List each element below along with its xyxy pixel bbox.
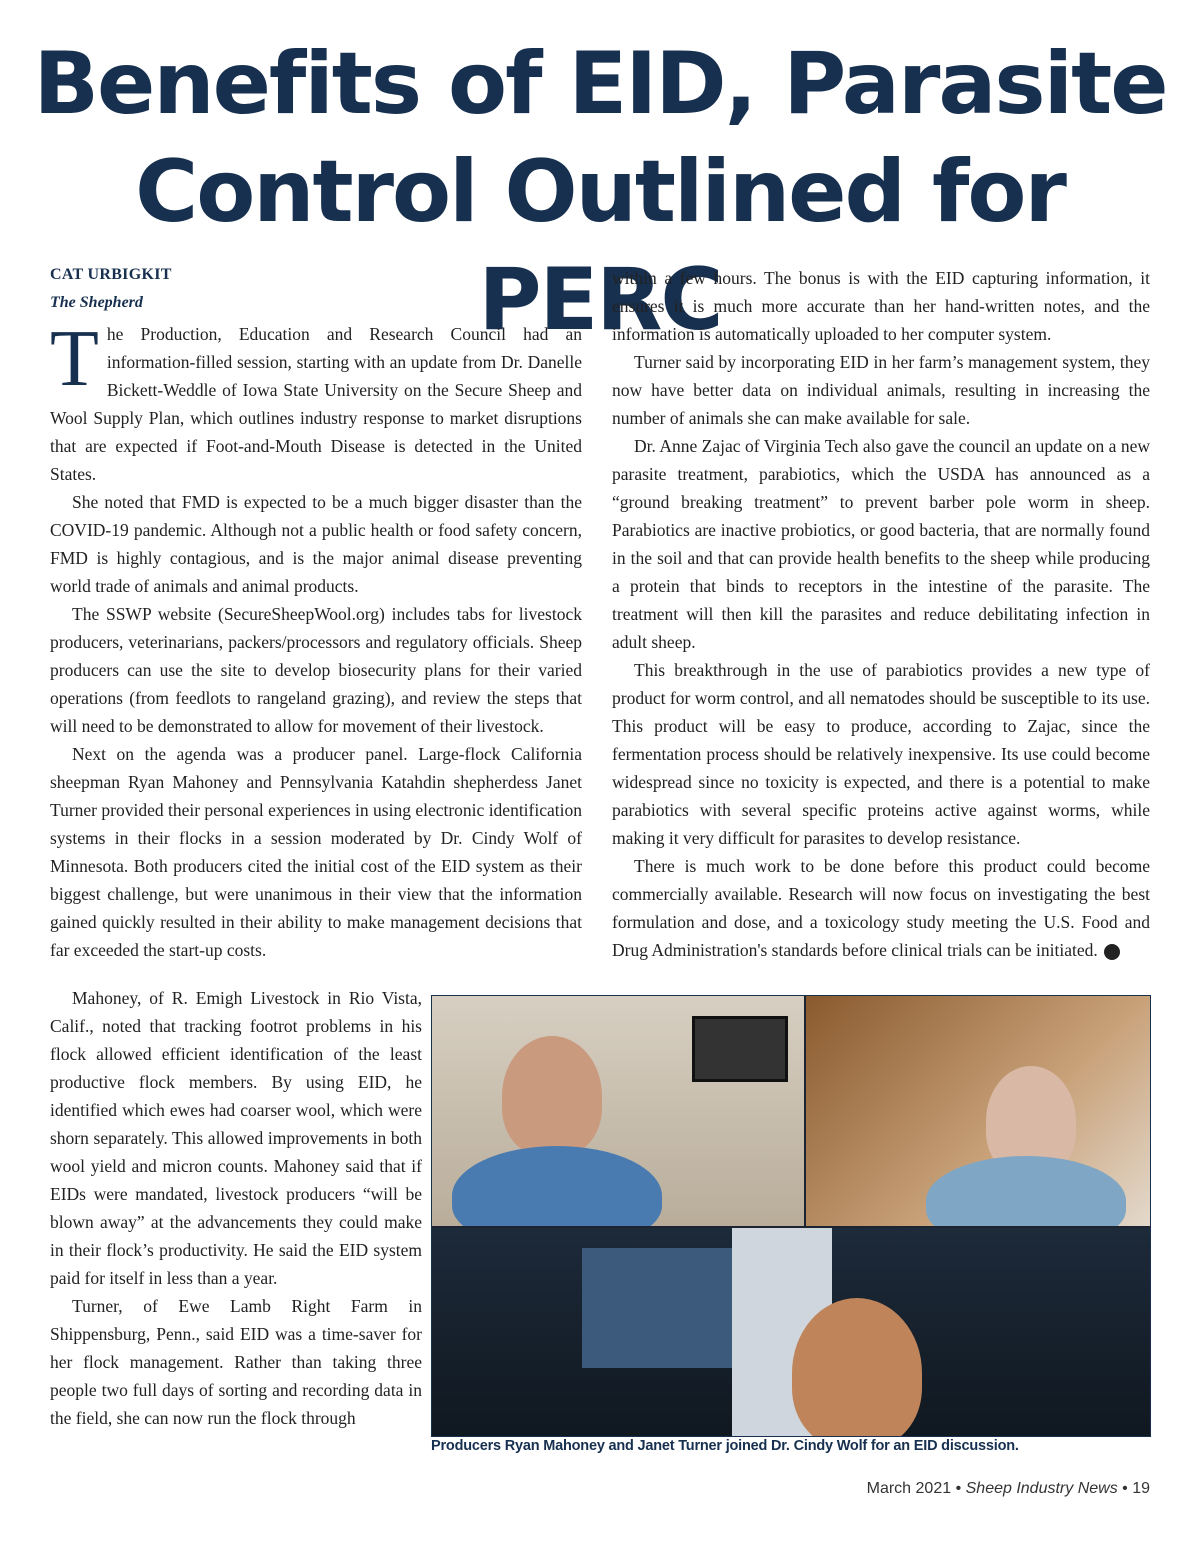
headline-line-2: Control Outlined for PERC bbox=[135, 142, 1065, 350]
wall-map bbox=[582, 1248, 742, 1368]
headline-line-1: Benefits of EID, Parasite bbox=[33, 34, 1167, 134]
footer-magazine: Sheep Industry News bbox=[965, 1480, 1118, 1497]
photo-tile-mahoney bbox=[432, 996, 804, 1226]
end-mark-icon: ❖ bbox=[1104, 944, 1120, 960]
paragraph-1 bbox=[50, 315, 582, 488]
photo-tile-turner bbox=[806, 996, 1150, 1226]
wall-frame bbox=[692, 1016, 788, 1082]
paragraph-1-text: he Production, Education and Research Council had an information-filled session, starting with an update from Dr. Danelle Bickett-Weddle of Iowa State University on the Secure Sheep and Wool Supply Plan, which outlines industry response to market disruptions that are expected if Foot-and-Mouth Disease is detected in the United States. bbox=[50, 324, 582, 484]
paragraph-7: within a few hours. The bonus is with the EID capturing information, it ensures it is much more accurate than her hand-written notes, and the information is automatically uploaded to her computer system. bbox=[612, 268, 1150, 344]
footer-page-number: 19 bbox=[1132, 1480, 1150, 1497]
article-photo bbox=[431, 995, 1151, 1437]
photo-caption: Producers Ryan Mahoney and Janet Turner joined Dr. Cindy Wolf for an EID discussion. bbox=[431, 1438, 1019, 1454]
page-footer: March 2021 • Sheep Industry News • 19 bbox=[866, 1480, 1150, 1497]
paragraph-2: She noted that FMD is expected to be a much bigger disaster than the COVID-19 pandemic. Although not a public health or food safety concern, FMD is highly contagious, and is the major animal disease preventing world trade of animals and animal products. bbox=[50, 492, 582, 596]
byline-author: CAT URBIGKIT bbox=[50, 266, 172, 283]
paragraph-5: Mahoney, of R. Emigh Livestock in Rio Vista, Calif., noted that tracking footrot problems in his flock allowed efficient identification of the least productive flock members. By using EID, he identified which ewes had coarser wool, which were shorn separately. This allowed improvements in both wool yield and micron counts. Mahoney said that if EIDs were mandated, livestock producers “will be blown away” at the advancements they could make in their flock’s productivity. He said the EID system paid for itself in less than a year. bbox=[50, 988, 422, 1288]
paragraph-10: This breakthrough in the use of parabiotics provides a new type of product for worm control, and all nematodes should be susceptible to its use. This product will be easy to produce, according to Zajac, since the fermentation process should be relatively inexpensive. Its use could become widespread since no toxicity is expected, and there is a potential to make parabiotics with several specific proteins active against worms, while making it very difficult for parasites to develop resistance. bbox=[612, 660, 1150, 848]
person-shirt bbox=[452, 1146, 662, 1226]
drop-cap: T bbox=[50, 315, 99, 403]
paragraph-8: Turner said by incorporating EID in her farm’s management system, they now have better data on individual animals, resulting in increasing the number of animals she can make available for sale. bbox=[612, 352, 1150, 428]
column-left-top bbox=[50, 315, 582, 964]
footer-date: March 2021 bbox=[866, 1480, 952, 1497]
paragraph-3: The SSWP website (SecureSheepWool.org) includes tabs for livestock producers, veterinarians, packers/processors and regulatory officials. Sheep producers can use the site to develop biosecurity plans for their varied operations (from feedlots to rangeland grazing), and review the steps that will need to be demonstrated to allow for movement of their livestock. bbox=[50, 604, 582, 736]
paragraph-4: Next on the agenda was a producer panel. Large-flock California sheepman Ryan Mahoney and Pennsylvania Katahdin shepherdess Janet Turner provided their personal experiences in using electronic identification systems in their flocks in a session moderated by Dr. Cindy Wolf of Minnesota. Both producers cited the initial cost of the EID system as their biggest challenge, but were unanimous in their view that the information gained quickly resulted in their ability to make management decisions that far exceeded the start-up costs. bbox=[50, 744, 582, 960]
column-left-bottom bbox=[50, 984, 422, 1432]
photo-tile-wolf bbox=[432, 1228, 1150, 1436]
byline-publication: The Shepherd bbox=[50, 294, 143, 311]
paragraph-9: Dr. Anne Zajac of Virginia Tech also gave the council an update on a new parasite treatment, parabiotics, which the USDA has announced as a “ground breaking treatment” to prevent barber pole worm in sheep. Parabiotics are inactive probiotics, or good bacteria, that are normally found in the soil and that can provide health benefits to the sheep while producing a protein that binds to receptors in the intestine of the parasite. The treatment will then kill the parasites and reduce debilitating infection in adult sheep. bbox=[612, 436, 1150, 652]
person-figure bbox=[502, 1036, 602, 1156]
paragraph-6: Turner, of Ewe Lamb Right Farm in Shippensburg, Penn., said EID was a time-saver for her flock management. Rather than taking three people two full days of sorting and recording data in the field, she can now run the flock through bbox=[50, 1296, 422, 1428]
person-figure bbox=[792, 1298, 922, 1436]
person-jacket bbox=[926, 1156, 1126, 1226]
column-right bbox=[612, 264, 1150, 964]
paragraph-11 bbox=[612, 852, 1150, 964]
paragraph-11-text: There is much work to be done before this product could become commercially available. Research will now focus on investigating the best formulation and dose, and a toxicology study meeting the U.S. Food and Drug Administration's standards before clinical trials can be initiated. bbox=[612, 856, 1150, 960]
